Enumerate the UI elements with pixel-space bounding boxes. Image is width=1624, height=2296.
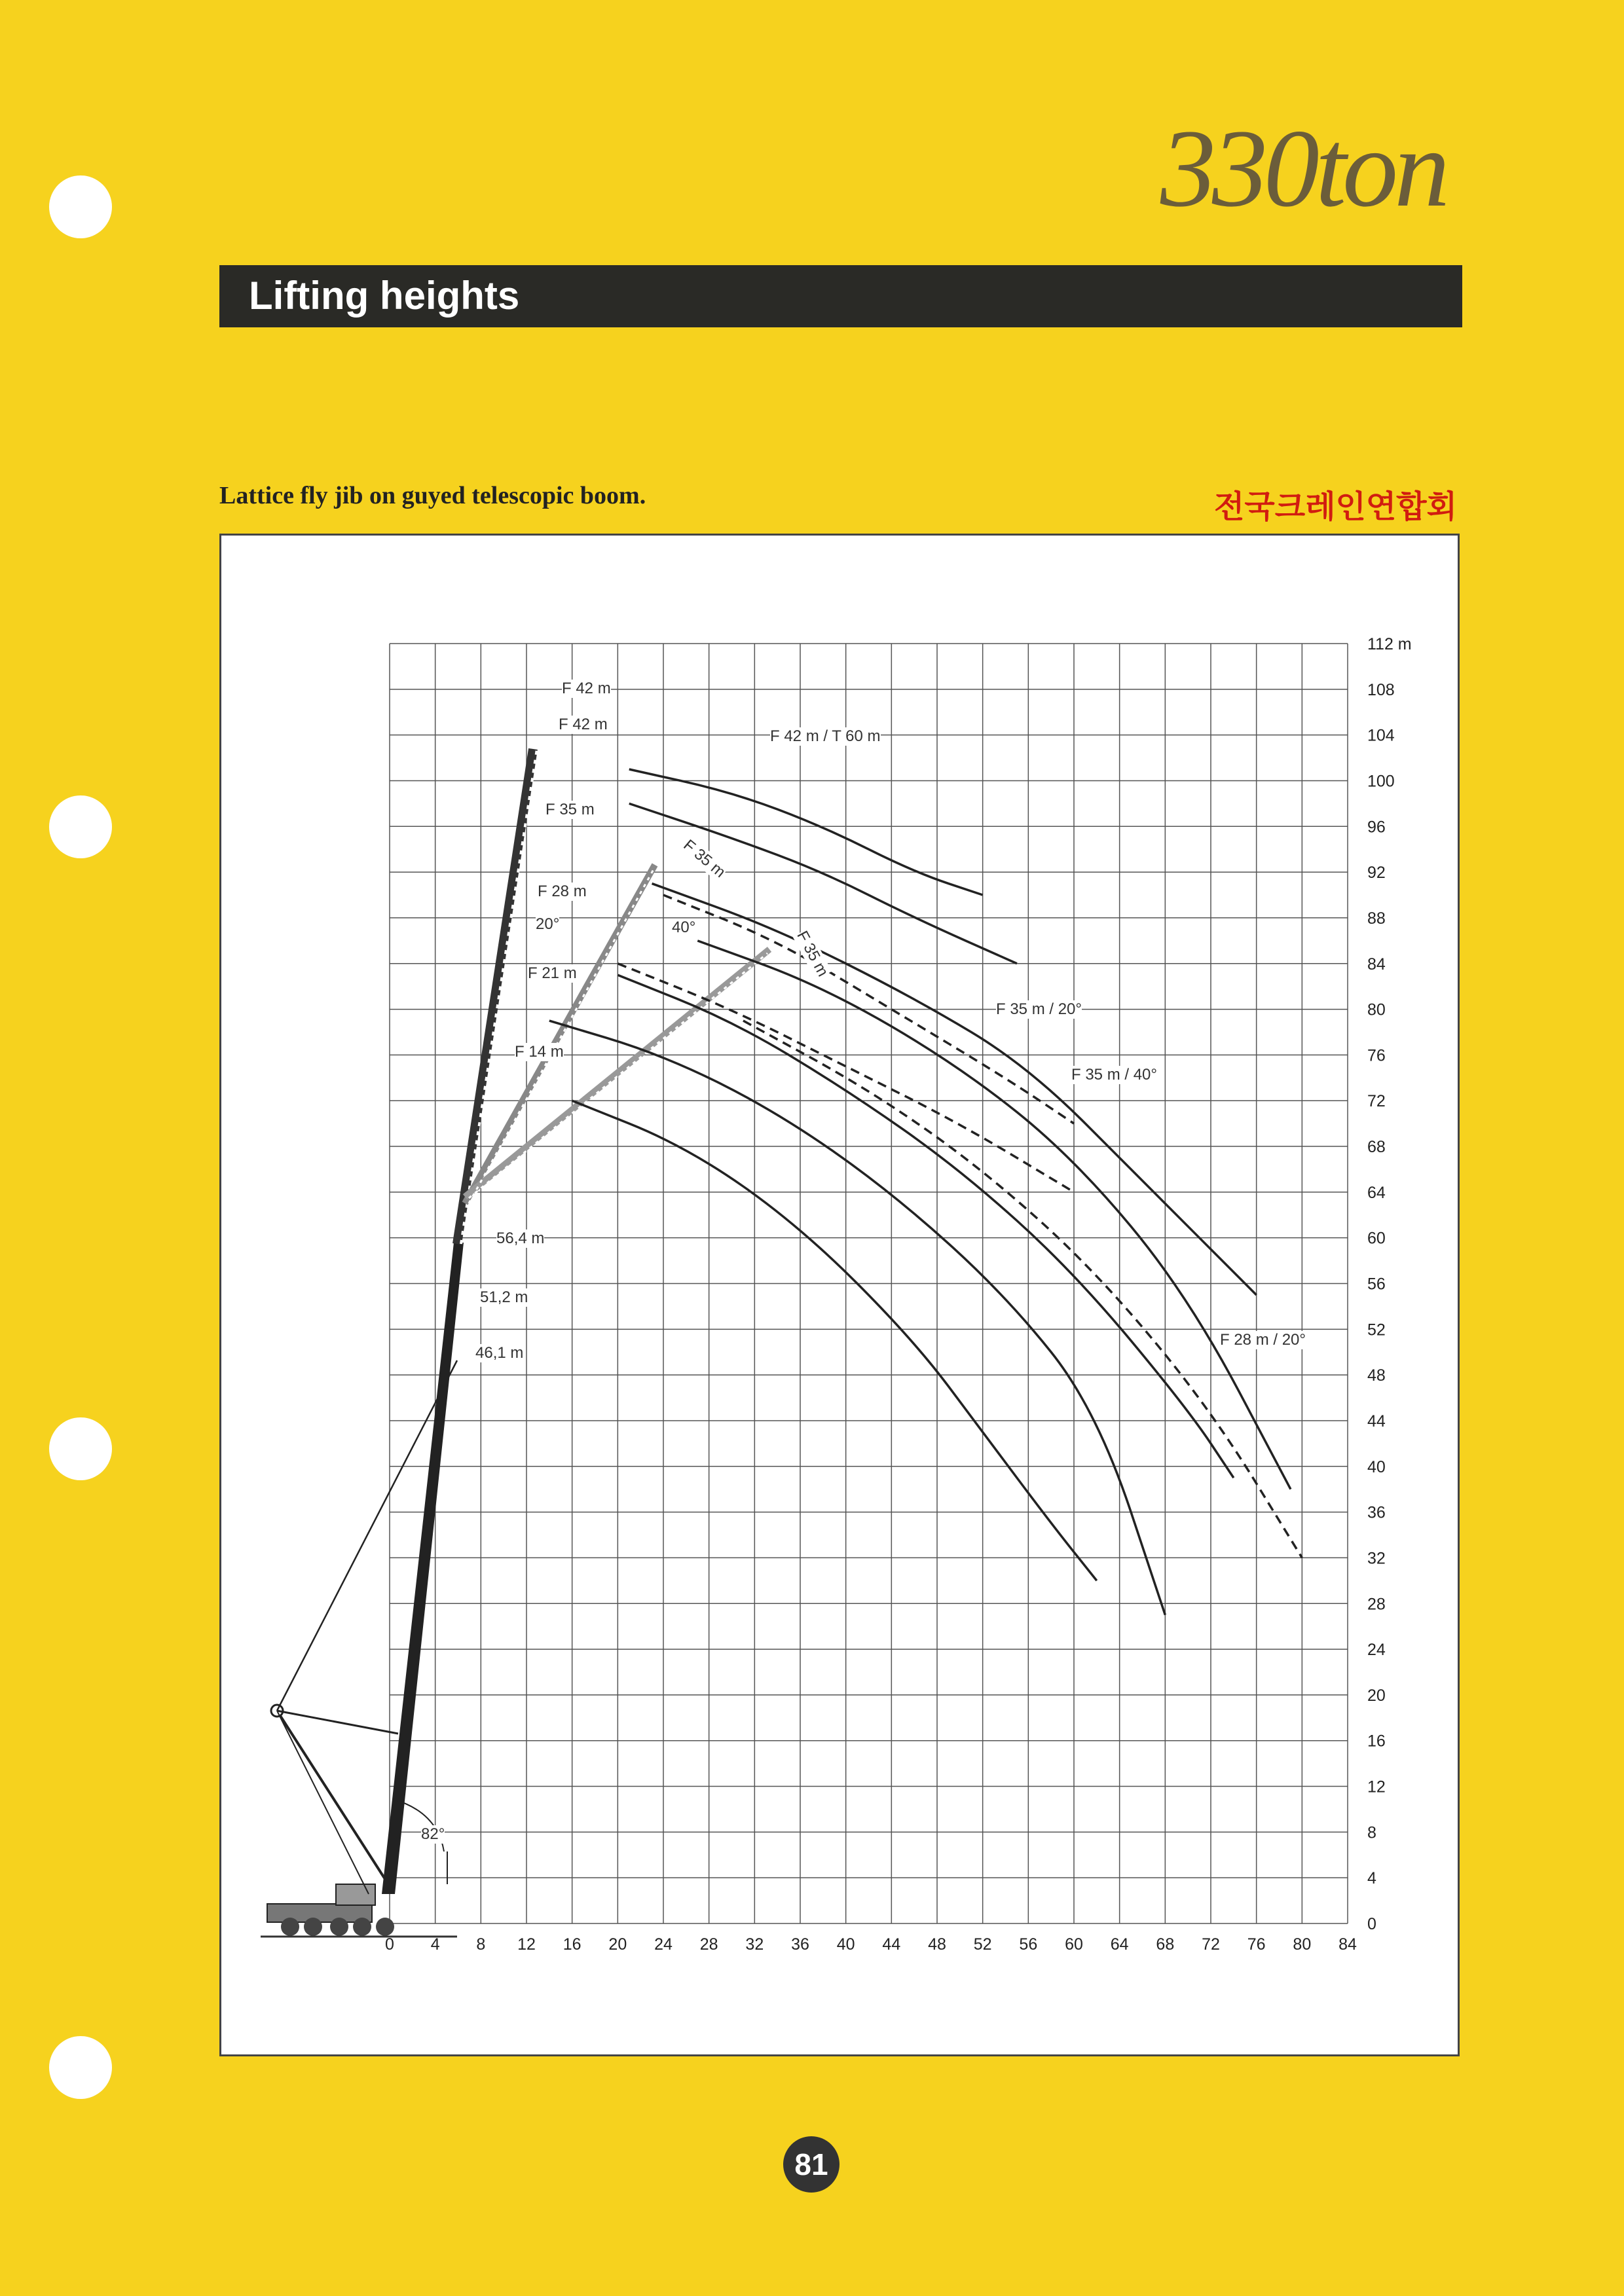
series-label-f42-t60: F 42 m / T 60 m bbox=[770, 727, 881, 745]
association-name: 전국크레인연합회 bbox=[1214, 488, 1457, 525]
y-tick-label: 28 bbox=[1367, 1595, 1386, 1614]
x-tick-label: 76 bbox=[1247, 1935, 1266, 1954]
y-tick-label: 40 bbox=[1367, 1457, 1386, 1476]
y-tick-label: 48 bbox=[1367, 1366, 1386, 1385]
x-tick-label: 8 bbox=[476, 1935, 486, 1954]
binder-hole bbox=[49, 1417, 112, 1480]
y-tick-label: 12 bbox=[1367, 1777, 1386, 1796]
annotation-boom-461: 46,1 m bbox=[475, 1344, 524, 1362]
brand-logo: 330ton bbox=[1160, 107, 1447, 230]
annotation-f21: F 21 m bbox=[528, 964, 577, 982]
y-tick-label: 52 bbox=[1367, 1321, 1386, 1339]
x-tick-label: 24 bbox=[654, 1935, 673, 1954]
annotation-f35: F 35 m bbox=[545, 801, 595, 818]
title-bar bbox=[219, 265, 1462, 327]
y-tick-label: 0 bbox=[1367, 1915, 1376, 1933]
y-tick-label: 44 bbox=[1367, 1412, 1386, 1430]
x-tick-label: 32 bbox=[745, 1935, 764, 1954]
x-tick-label: 28 bbox=[699, 1935, 718, 1954]
y-tick-label: 8 bbox=[1367, 1823, 1376, 1842]
x-tick-label: 68 bbox=[1156, 1935, 1175, 1954]
annotation-f42-upper: F 42 m bbox=[562, 680, 611, 697]
annotation-angle-82: 82° bbox=[421, 1825, 445, 1843]
x-tick-label: 4 bbox=[430, 1935, 440, 1954]
lifting-heights-chart bbox=[221, 536, 1458, 2054]
annotation-boom-512: 51,2 m bbox=[480, 1288, 528, 1306]
page-number: 81 bbox=[783, 2136, 840, 2193]
annotation-f28: F 28 m bbox=[538, 883, 587, 900]
y-tick-label: 88 bbox=[1367, 909, 1386, 928]
y-tick-label: 16 bbox=[1367, 1732, 1386, 1751]
chart-panel bbox=[219, 534, 1460, 2056]
grid bbox=[390, 644, 1348, 1923]
binder-hole bbox=[49, 2036, 112, 2099]
series-label-f28-20: F 28 m / 20° bbox=[1220, 1331, 1306, 1349]
y-tick-label: 92 bbox=[1367, 864, 1386, 883]
x-tick-label: 52 bbox=[973, 1935, 992, 1954]
chart-subtitle: Lattice fly jib on guyed telescopic boom. bbox=[219, 482, 646, 509]
x-tick-label: 44 bbox=[882, 1935, 901, 1954]
series-line-9 bbox=[572, 1101, 1097, 1580]
series-line-2 bbox=[652, 884, 1257, 1295]
x-tick-label: 40 bbox=[836, 1935, 855, 1954]
page-title: Lifting heights bbox=[249, 274, 520, 318]
y-tick-label: 32 bbox=[1367, 1549, 1386, 1568]
y-tick-label: 64 bbox=[1367, 1183, 1386, 1202]
x-tick-label: 12 bbox=[517, 1935, 536, 1954]
x-tick-label: 0 bbox=[385, 1935, 394, 1954]
y-tick-label: 68 bbox=[1367, 1138, 1386, 1157]
y-tick-label: 4 bbox=[1367, 1869, 1376, 1888]
x-tick-label: 36 bbox=[791, 1935, 809, 1954]
y-tick-label: 100 bbox=[1367, 772, 1395, 791]
x-tick-label: 72 bbox=[1202, 1935, 1220, 1954]
binder-hole bbox=[49, 795, 112, 858]
y-tick-label: 36 bbox=[1367, 1503, 1386, 1522]
series-line-0 bbox=[629, 769, 983, 895]
annotation-angle-20: 20° bbox=[536, 915, 560, 933]
annotation-f42-lower: F 42 m bbox=[559, 716, 608, 733]
series-label-f35-20: F 35 m / 20° bbox=[996, 1000, 1082, 1018]
annotation-angle-40: 40° bbox=[672, 919, 696, 936]
y-tick-label: 112 m bbox=[1367, 635, 1412, 653]
series-label-f35-40: F 35 m / 40° bbox=[1071, 1066, 1157, 1084]
binder-hole bbox=[49, 175, 112, 238]
series-line-6 bbox=[618, 975, 1234, 1478]
y-tick-label: 80 bbox=[1367, 1000, 1386, 1019]
x-tick-label: 60 bbox=[1065, 1935, 1083, 1954]
y-tick-label: 72 bbox=[1367, 1092, 1386, 1111]
annotation-f14: F 14 m bbox=[515, 1043, 564, 1061]
x-tick-label: 80 bbox=[1293, 1935, 1312, 1954]
y-tick-label: 96 bbox=[1367, 818, 1386, 837]
x-tick-label: 16 bbox=[563, 1935, 581, 1954]
y-tick-label: 24 bbox=[1367, 1641, 1386, 1660]
y-tick-label: 84 bbox=[1367, 955, 1386, 974]
annotation-f35-luffed-2: F 35 m bbox=[793, 928, 832, 980]
y-tick-label: 76 bbox=[1367, 1046, 1386, 1065]
y-tick-label: 108 bbox=[1367, 680, 1395, 699]
annotation-boom-564: 56,4 m bbox=[496, 1230, 545, 1247]
y-tick-label: 56 bbox=[1367, 1275, 1386, 1294]
y-tick-label: 20 bbox=[1367, 1686, 1386, 1705]
series-line-7 bbox=[743, 1021, 1302, 1558]
x-tick-label: 20 bbox=[608, 1935, 627, 1954]
tick-labels bbox=[385, 635, 1412, 1954]
y-tick-label: 60 bbox=[1367, 1229, 1386, 1248]
x-tick-label: 64 bbox=[1110, 1935, 1129, 1954]
series-line-4 bbox=[697, 941, 1291, 1489]
x-tick-label: 56 bbox=[1019, 1935, 1038, 1954]
x-tick-label: 84 bbox=[1338, 1935, 1357, 1954]
annotation-f35-luffed-1: F 35 m bbox=[680, 836, 729, 881]
x-tick-label: 48 bbox=[928, 1935, 946, 1954]
y-tick-label: 104 bbox=[1367, 726, 1395, 745]
